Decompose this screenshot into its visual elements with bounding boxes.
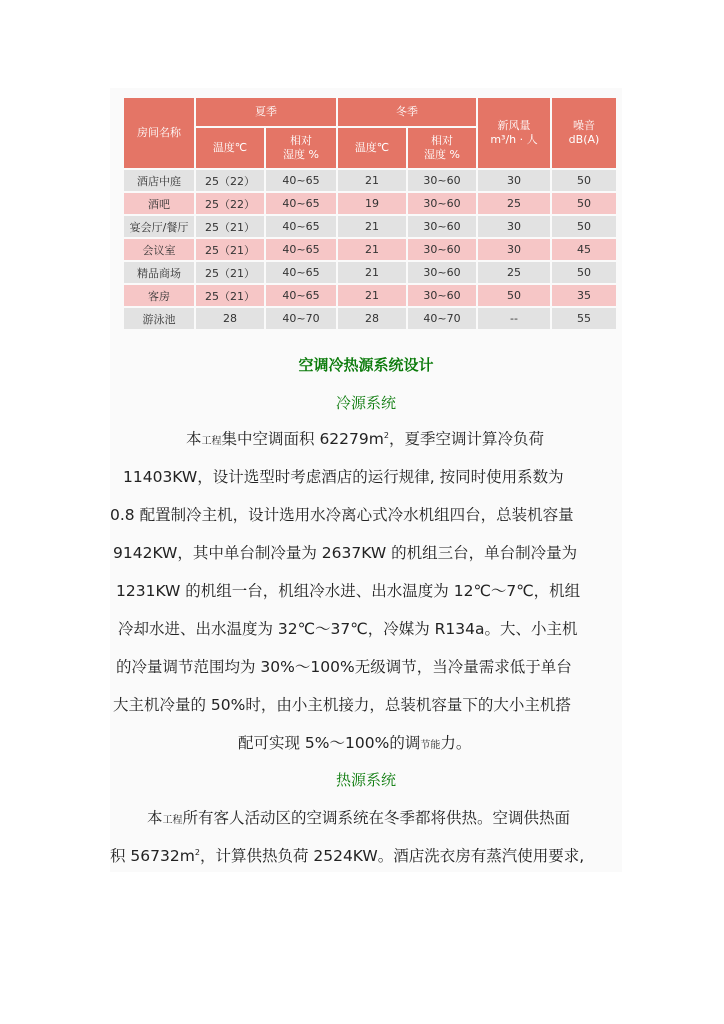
superscript: 2	[194, 848, 200, 857]
text: 工程	[201, 436, 222, 447]
table-cell: 40~65	[266, 193, 336, 214]
table-cell: 客房	[124, 285, 194, 306]
table-cell: 30~60	[408, 262, 476, 283]
header-fresh-air	[478, 98, 550, 168]
text: ，夏季空调计算冷负荷	[388, 430, 544, 448]
header-noise	[552, 98, 616, 168]
table-cell: 游泳池	[124, 308, 194, 329]
header-winter-humidity	[408, 128, 476, 168]
table-row	[124, 170, 616, 191]
table-cell: 40~65	[266, 285, 336, 306]
table-cell: 酒店中庭	[124, 170, 194, 191]
table-cell: 25	[478, 193, 550, 214]
header-summer-temp: 温度℃	[196, 128, 264, 168]
table-row	[124, 193, 616, 214]
heat-line-1	[147, 808, 570, 831]
header-summer-humidity	[266, 128, 336, 168]
header-humidity-label: 相对	[290, 134, 312, 147]
header-humidity-unit: 湿度 %	[283, 148, 319, 161]
table-cell: 25（21）	[196, 239, 264, 260]
table-cell: 50	[552, 262, 616, 283]
document-page	[110, 88, 622, 872]
table-cell: 40~65	[266, 216, 336, 237]
text: 积 56732m	[110, 847, 195, 865]
table-cell: 50	[552, 216, 616, 237]
header-summer: 夏季	[196, 98, 336, 126]
header-winter: 冬季	[338, 98, 476, 126]
table-cell: 55	[552, 308, 616, 329]
design-parameter-table	[122, 96, 618, 331]
table-cell: 35	[552, 285, 616, 306]
table-cell: 精品商场	[124, 262, 194, 283]
cold-line-1	[186, 429, 544, 452]
table-cell: 21	[338, 216, 406, 237]
header-winter-temp: 温度℃	[338, 128, 406, 168]
table-cell: 30~60	[408, 285, 476, 306]
table-cell: --	[478, 308, 550, 329]
text: 工程	[162, 815, 183, 826]
table-cell: 45	[552, 239, 616, 260]
header-fresh-air-unit: m³/h · 人	[490, 133, 538, 146]
table-cell: 50	[478, 285, 550, 306]
text: 节能	[420, 740, 441, 751]
table-cell: 30~60	[408, 193, 476, 214]
table-cell: 50	[552, 170, 616, 191]
superscript: 2	[383, 431, 389, 440]
table-cell: 28	[196, 308, 264, 329]
table-cell: 25（21）	[196, 262, 264, 283]
table-cell: 40~70	[408, 308, 476, 329]
table-row	[124, 285, 616, 306]
section-title: 空调冷热源系统设计	[298, 356, 434, 374]
table-cell: 25（21）	[196, 285, 264, 306]
table-row	[124, 308, 616, 329]
cold-line-6: 冷却水进、出水温度为 32℃～37℃，冷媒为 R134a。大、小主机	[118, 620, 578, 638]
text: 集中空调面积 62279m	[221, 430, 384, 448]
table-cell: 宴会厅/餐厅	[124, 216, 194, 237]
cold-line-8: 大主机冷量的 50%时，由小主机接力，总装机容量下的大小主机搭	[113, 696, 571, 714]
table-cell: 25（21）	[196, 216, 264, 237]
table-cell: 50	[552, 193, 616, 214]
table-row	[124, 216, 616, 237]
table-cell: 25（22）	[196, 170, 264, 191]
table-cell: 21	[338, 285, 406, 306]
cold-source-heading: 冷源系统	[335, 394, 396, 412]
table-row	[124, 239, 616, 260]
table-cell: 30~60	[408, 216, 476, 237]
table-cell: 21	[338, 170, 406, 191]
header-humidity-label: 相对	[431, 134, 453, 147]
heat-source-heading: 热源系统	[335, 771, 396, 789]
cold-line-9	[238, 733, 471, 756]
table-cell: 40~65	[266, 170, 336, 191]
header-noise-label: 噪音	[573, 119, 595, 132]
table-cell: 30	[478, 216, 550, 237]
table-cell: 30~60	[408, 170, 476, 191]
header-noise-unit: dB(A)	[568, 133, 600, 146]
text: 力。	[440, 734, 472, 752]
header-fresh-air-label: 新风量	[497, 119, 531, 132]
table-cell: 25（22）	[196, 193, 264, 214]
cold-line-5: 1231KW 的机组一台，机组冷水进、出水温度为 12℃～7℃，机组	[116, 582, 581, 600]
heat-line-2	[110, 846, 584, 866]
table-cell: 19	[338, 193, 406, 214]
text: 本	[147, 809, 163, 827]
text: 配可实现 5%～100%的调	[238, 734, 421, 752]
table-cell: 30~60	[408, 239, 476, 260]
cold-line-4: 9142KW，其中单台制冷量为 2637KW 的机组三台，单台制冷量为	[113, 544, 578, 562]
table-cell: 28	[338, 308, 406, 329]
text: 所有客人活动区的空调系统在冬季都将供热。空调供热面	[182, 809, 571, 827]
cold-line-2: 11403KW，设计选型时考虑酒店的运行规律, 按同时使用系数为	[123, 468, 564, 486]
cold-line-7: 的冷量调节范围均为 30%～100%无级调节，当冷量需求低于单台	[116, 658, 572, 676]
table-cell: 30	[478, 170, 550, 191]
table-cell: 会议室	[124, 239, 194, 260]
table-cell: 40~65	[266, 239, 336, 260]
table-cell: 25	[478, 262, 550, 283]
table-cell: 21	[338, 262, 406, 283]
table-cell: 21	[338, 239, 406, 260]
table-cell: 40~65	[266, 262, 336, 283]
text: ，计算供热负荷 2524KW。酒店洗衣房有蒸汽使用要求,	[199, 847, 585, 865]
table-row	[124, 262, 616, 283]
cold-line-3: 0.8 配置制冷主机，设计选用水冷离心式冷水机组四台，总装机容量	[110, 506, 574, 524]
table-cell: 30	[478, 239, 550, 260]
header-humidity-unit: 湿度 %	[424, 148, 460, 161]
table-cell: 酒吧	[124, 193, 194, 214]
table-cell: 40~70	[266, 308, 336, 329]
text: 本	[186, 430, 202, 448]
header-room-name: 房间名称	[124, 98, 194, 168]
